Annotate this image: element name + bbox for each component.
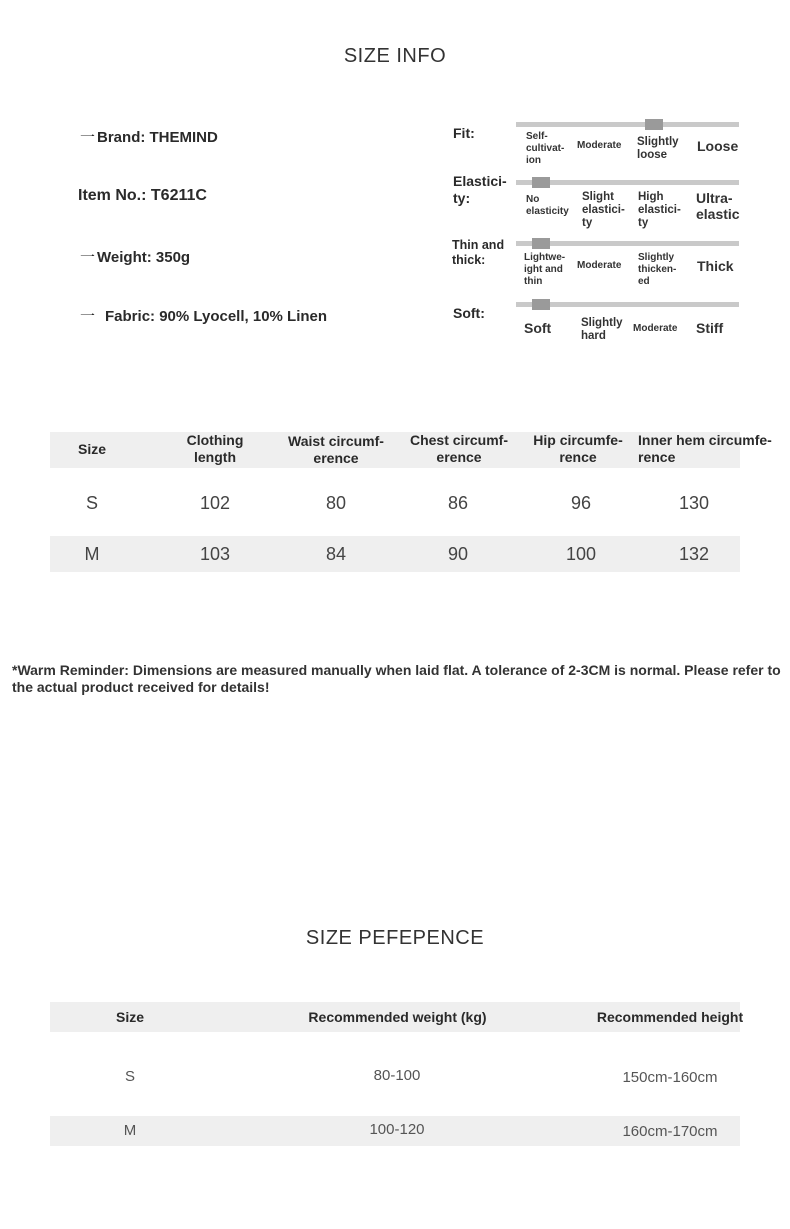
softness-option: Stiff — [696, 320, 724, 336]
size-table-header: Size — [77, 441, 106, 457]
weight-text: Weight: 350g — [97, 249, 191, 266]
reference-cell: 160cm-170cm — [622, 1123, 718, 1140]
softness-option: Moderate — [633, 323, 678, 334]
size-table-header-band — [50, 432, 740, 468]
softness-scale — [516, 302, 739, 307]
size-table-header: Clothing length — [186, 432, 244, 465]
reference-cell: 100-120 — [369, 1121, 425, 1138]
size-table-row-band — [50, 536, 740, 572]
reference-cell: M — [123, 1122, 137, 1139]
fit-scale — [516, 122, 739, 127]
elasticity-label: Elastici-ty: — [453, 173, 507, 206]
size-table-cell: 90 — [447, 544, 469, 564]
size-reference-title: SIZE PEFEPENCE — [305, 927, 485, 949]
fit-option: Loose — [697, 138, 739, 154]
size-table-cell: 86 — [447, 493, 469, 513]
thickness-option: Moderate — [577, 260, 622, 271]
thickness-scale — [516, 241, 739, 246]
size-table-cell: 130 — [678, 493, 710, 513]
reference-cell: S — [124, 1068, 135, 1085]
softness-option: Soft — [524, 320, 552, 336]
size-table-cell: 96 — [570, 493, 592, 513]
size-table-cell: 100 — [565, 544, 597, 564]
size-table-cell: M — [84, 544, 100, 564]
softness-label: Soft: — [453, 305, 485, 321]
reference-cell: 80-100 — [373, 1067, 421, 1084]
item-no-line — [78, 187, 207, 205]
size-info-title: SIZE INFO — [343, 45, 447, 67]
fabric-text: Fabric: 90% Lyocell, 10% Linen — [105, 308, 328, 325]
elasticity-option: No elasticity — [526, 194, 569, 217]
elasticity-option: High elastici-ty — [638, 191, 681, 229]
fit-label: Fit: — [453, 125, 475, 141]
reference-header: Recommended height — [596, 1009, 744, 1025]
elasticity-option: Ultra-elastic — [696, 190, 740, 222]
elasticity-scale — [516, 180, 739, 185]
fit-option: Slightly loose — [637, 136, 679, 161]
size-table-cell: 132 — [678, 544, 710, 564]
size-table-header: Chest circumf-erence — [409, 432, 509, 465]
size-table-cell: S — [85, 493, 98, 513]
thickness-label: Thin and thick: — [452, 238, 505, 267]
dash-mark: 一 — [80, 308, 96, 325]
brand-line — [80, 126, 218, 147]
thickness-option: Slightly thicken-ed — [638, 252, 677, 287]
brand-text: Brand: THEMIND — [97, 129, 218, 146]
thickness-option: Lightwe-ight and thin — [524, 252, 566, 287]
softness-indicator — [532, 299, 550, 310]
reference-header: Recommended weight (kg) — [308, 1009, 487, 1025]
fit-indicator — [645, 119, 663, 130]
reference-cell: 150cm-160cm — [622, 1069, 718, 1086]
fabric-line — [80, 305, 327, 326]
item-no-text: Item No.: T6211C — [78, 187, 207, 204]
size-table-cell: 84 — [325, 544, 347, 564]
warm-reminder: *Warm Reminder: Dimensions are measured manually when laid flat. A tolerance of 2-3CM is normal. Please refer to the actual product received for details! — [12, 662, 781, 695]
dash-mark: 一 — [80, 129, 96, 146]
size-table-cell: 80 — [325, 493, 347, 513]
thickness-indicator — [532, 238, 550, 249]
elasticity-option: Slight elastici-ty — [582, 191, 625, 229]
size-table-header: Hip circumfe-rence — [533, 432, 623, 465]
fit-option: Moderate — [577, 140, 622, 151]
thickness-option: Thick — [697, 258, 734, 274]
weight-line — [80, 246, 190, 267]
elasticity-indicator — [532, 177, 550, 188]
size-table-header: Waist circumf-erence — [288, 433, 384, 466]
size-table-cell: 102 — [199, 493, 231, 513]
fit-option: Self-cultivat-ion — [526, 131, 565, 166]
softness-option: Slightly hard — [581, 317, 623, 342]
reference-header: Size — [115, 1009, 144, 1025]
size-table-header: Inner hem circumfe-rence — [638, 432, 772, 465]
size-table-cell: 103 — [199, 544, 231, 564]
dash-mark: 一 — [80, 249, 96, 266]
